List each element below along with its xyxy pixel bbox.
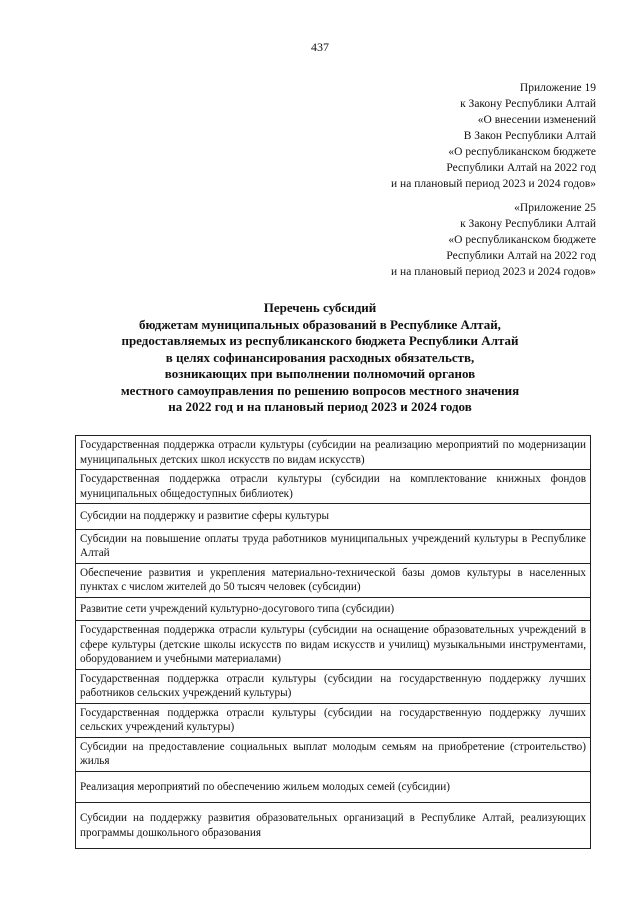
table-row: [76, 737, 591, 771]
subsidy-cell: Развитие сети учреждений культурно-досугового типа (субсидии): [76, 597, 591, 621]
title-line: Перечень субсидий: [263, 300, 377, 315]
appendix-19-header: [391, 80, 596, 192]
title-line: возникающих при выполнении полномочий органов: [164, 366, 476, 381]
title-line: местного самоуправления по решению вопросов местного значения: [120, 382, 520, 398]
title-line: в целях софинансирования расходных обязательств,: [165, 349, 475, 365]
appendix-line: «О республиканском бюджете: [448, 234, 596, 246]
subsidy-cell: Государственная поддержка отрасли культуры (субсидии на государственную поддержку лучших сельских учреждений культуры): [76, 703, 591, 737]
subsidy-cell: Государственная поддержка отрасли культуры (субсидии на комплектование книжных фондов муниципальных общедоступных библиотек): [76, 470, 591, 504]
table-row: [76, 470, 591, 504]
appendix-line: «О республиканском бюджете: [448, 146, 596, 158]
title-line: предоставляемых из республиканского бюджета Республики Алтай: [121, 333, 519, 348]
subsidy-cell: Государственная поддержка отрасли культуры (субсидии на оснащение образовательных учреждений в сфере культуры (детские школы искусств по видам искусств и училищ) музыкальными инструментами, оборудованием и учебными материалами): [76, 621, 591, 670]
subsidy-cell: Субсидии на предоставление социальных выплат молодым семьям на приобретение (строительство) жилья: [76, 737, 591, 771]
title-line: бюджетам муниципальных образований в Республике Алтай,: [139, 316, 501, 332]
table-row: [76, 436, 591, 470]
table-row: [76, 563, 591, 597]
table-row: [76, 621, 591, 670]
table-row: [76, 529, 591, 563]
subsidy-list-table: [75, 435, 591, 849]
appendix-line: и на плановый период 2023 и 2024 годов»: [391, 178, 596, 190]
document-title: [60, 300, 580, 416]
title-line: на 2022 год и на плановый период 2023 и 2024 годов: [168, 399, 472, 414]
table-row: [76, 504, 591, 530]
subsidy-cell: Субсидии на повышение оплаты труда работников муниципальных учреждений культуры в Республике Алтай: [76, 529, 591, 563]
appendix-line: к Закону Республики Алтай: [460, 218, 596, 230]
subsidy-cell: Субсидии на поддержку развития образовательных организаций в Республике Алтай, реализующих программы дошкольного образования: [76, 803, 591, 849]
table-row: [76, 771, 591, 803]
appendix-line: к Закону Республики Алтай: [460, 98, 596, 110]
appendix-line: «Приложение 25: [514, 202, 596, 214]
table-row: [76, 703, 591, 737]
subsidy-cell: Государственная поддержка отрасли культуры (субсидии на реализацию мероприятий по модернизации муниципальных детских школ искусств по видам искусств): [76, 436, 591, 470]
subsidy-cell: Субсидии на поддержку и развитие сферы культуры: [76, 504, 591, 530]
table-row: [76, 597, 591, 621]
appendix-line: Приложение 19: [519, 82, 596, 94]
appendix-25-header: [391, 200, 596, 280]
subsidy-cell: Реализация мероприятий по обеспечению жильем молодых семей (субсидии): [76, 771, 591, 803]
appendix-line: Республики Алтай на 2022 год: [446, 162, 596, 174]
appendix-line: В Закон Республики Алтай: [463, 130, 596, 142]
subsidy-cell: Обеспечение развития и укрепления материально-технической базы домов культуры в населенных пунктах с числом жителей до 50 тысяч человек (субсидии): [76, 563, 591, 597]
appendix-line: «О внесении изменений: [477, 114, 596, 126]
subsidy-cell: Государственная поддержка отрасли культуры (субсидии на государственную поддержку лучших работников сельских учреждений культуры): [76, 669, 591, 703]
appendix-line: Республики Алтай на 2022 год: [446, 250, 596, 262]
table-row: [76, 669, 591, 703]
page-number: 437: [311, 40, 329, 54]
appendix-line: и на плановый период 2023 и 2024 годов»: [391, 266, 596, 278]
table-row: [76, 803, 591, 849]
